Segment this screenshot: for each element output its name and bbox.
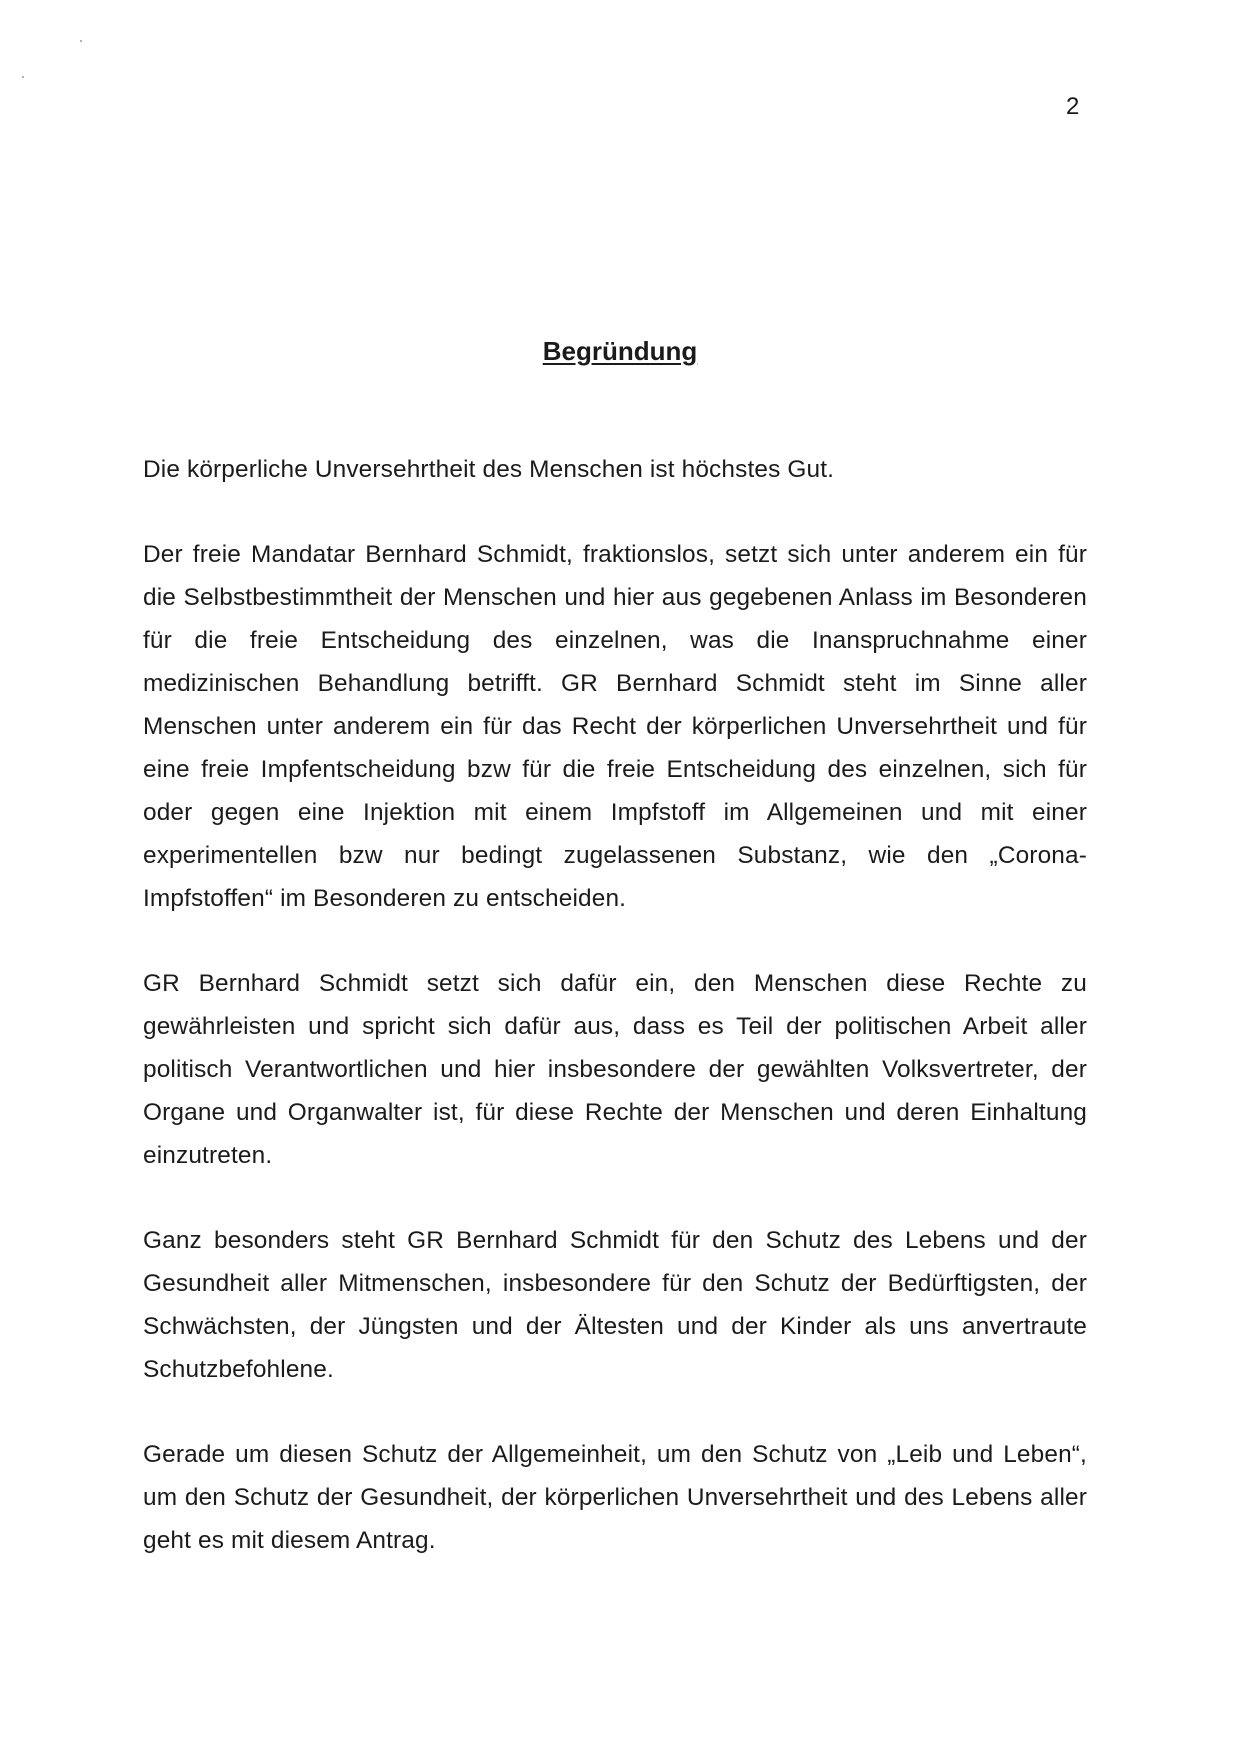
paragraph-intro: Die körperliche Unversehrtheit des Menschen ist höchstes Gut. bbox=[143, 456, 835, 483]
scan-speck bbox=[22, 76, 24, 78]
page-number: 2 bbox=[1066, 93, 1080, 120]
scan-speck bbox=[80, 40, 82, 42]
document-body bbox=[143, 448, 1087, 1604]
page-heading: Begründung bbox=[542, 336, 698, 366]
paragraph-conclusion: Gerade um diesen Schutz der Allgemeinheit, um den Schutz von „Leib und Leben“, um den Schutz der Gesundheit, der körperlichen Unversehrtheit und des Lebens aller geht es mit diesem Antrag. bbox=[143, 1441, 1087, 1554]
paragraph-rights: GR Bernhard Schmidt setzt sich dafür ein, den Menschen diese Rechte zu gewährleisten und spricht sich dafür aus, dass es Teil der politischen Arbeit aller politisch Verantwortlichen und hier insbesondere der gewählten Volksvertreter, der Organe und Organwalter ist, für diese Rechte der Menschen und deren Einhaltung einzutreten. bbox=[143, 970, 1087, 1169]
paragraph-protection: Ganz besonders steht GR Bernhard Schmidt für den Schutz des Lebens und der Gesundheit aller Mitmenschen, insbesondere für den Schutz der Bedürftigsten, der Schwächsten, der Jüngsten und der Ältesten und der Kinder als uns anvertraute Schutzbefohlene. bbox=[143, 1227, 1087, 1383]
paragraph-mandatar: Der freie Mandatar Bernhard Schmidt, fraktionslos, setzt sich unter anderem ein für die Selbstbestimmtheit der Menschen und hier aus gegebenen Anlass im Besonderen für die freie Entscheidung des einzelnen, was die Inanspruchnahme einer medizinischen Behandlung betrifft. GR Bernhard Schmidt steht im Sinne aller Menschen unter anderem ein für das Recht der körperlichen Unversehrtheit und für eine freie Impfentscheidung bzw für die freie Entscheidung des einzelnen, sich für oder gegen eine Injektion mit einem Impfstoff im Allgemeinen und mit einer experimentellen bzw nur bedingt zugelassenen Substanz, wie den „Corona-Impfstoffen“ im Besonderen zu entscheiden. bbox=[143, 541, 1087, 912]
